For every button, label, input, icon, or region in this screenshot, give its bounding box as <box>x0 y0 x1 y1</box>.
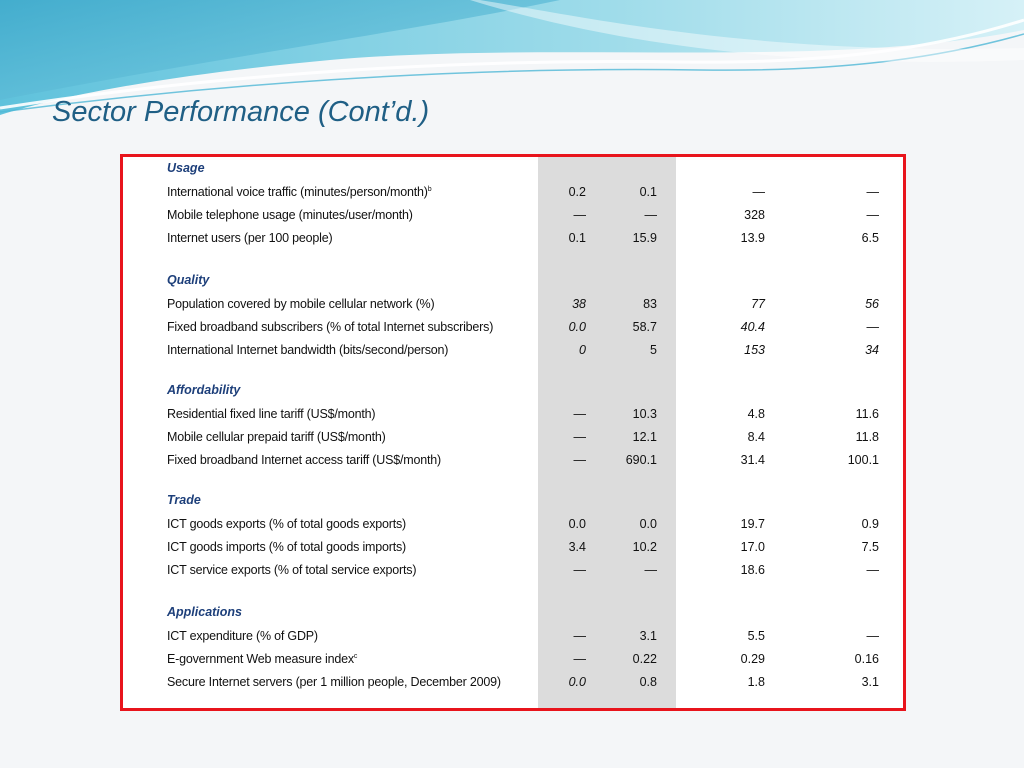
section-title: Applications <box>167 605 243 619</box>
row-label: ICT expenditure (% of GDP) <box>167 629 318 643</box>
value-cell: 0.0 <box>639 517 657 531</box>
footnote-marker: b <box>427 185 432 193</box>
value-cell: — <box>866 563 879 577</box>
value-cell: 690.1 <box>625 453 657 467</box>
value-cell: 56 <box>865 297 879 311</box>
table-row <box>123 297 903 319</box>
footnote-marker: c <box>353 652 358 660</box>
value-cell: 17.0 <box>740 540 765 554</box>
table-row <box>123 430 903 452</box>
value-cell: 7.5 <box>861 540 879 554</box>
value-cell: 12.1 <box>632 430 657 444</box>
value-cell: 0.1 <box>568 231 586 245</box>
table-row <box>123 320 903 342</box>
value-cell: 1.8 <box>747 675 765 689</box>
value-cell: — <box>573 430 586 444</box>
value-cell: 3.1 <box>639 629 657 643</box>
row-label: Secure Internet servers (per 1 million people, December 2009) <box>167 675 501 689</box>
value-cell: — <box>573 407 586 421</box>
value-cell: — <box>573 652 586 666</box>
value-cell: — <box>644 208 657 222</box>
row-label: Mobile cellular prepaid tariff (US$/month) <box>167 430 386 444</box>
value-cell: 19.7 <box>740 517 765 531</box>
row-label: Fixed broadband subscribers (% of total Internet subscribers) <box>167 320 494 334</box>
table-row <box>123 563 903 585</box>
value-cell: 5 <box>650 343 657 357</box>
value-cell: — <box>573 563 586 577</box>
row-label: International Internet bandwidth (bits/second/person) <box>167 343 449 357</box>
value-cell: 38 <box>572 297 586 311</box>
value-cell: 10.3 <box>632 407 657 421</box>
value-cell: 13.9 <box>740 231 765 245</box>
value-cell: — <box>866 629 879 643</box>
row-label: E-government Web measure index$^c$ <box>167 652 358 666</box>
table-row <box>123 540 903 562</box>
value-cell: 31.4 <box>740 453 765 467</box>
value-cell: 0.0 <box>568 320 586 334</box>
value-cell: 0.8 <box>639 675 657 689</box>
section-title: Trade <box>167 493 201 507</box>
value-cell: — <box>644 563 657 577</box>
section-title: Usage <box>167 161 205 175</box>
row-label: Residential fixed line tariff (US$/month) <box>167 407 376 421</box>
value-cell: 83 <box>643 297 657 311</box>
value-cell: 3.1 <box>861 675 879 689</box>
table-row <box>123 652 903 674</box>
value-cell: — <box>573 208 586 222</box>
value-cell: 11.8 <box>855 430 879 444</box>
value-cell: 3.4 <box>568 540 586 554</box>
value-cell: 0.16 <box>854 652 879 666</box>
section-title: Quality <box>167 273 210 287</box>
value-cell: 77 <box>751 297 765 311</box>
value-cell: 40.4 <box>740 320 765 334</box>
value-cell: 0 <box>579 343 586 357</box>
value-cell: 15.9 <box>632 231 657 245</box>
row-label: ICT goods imports (% of total goods imports) <box>167 540 406 554</box>
value-cell: 153 <box>744 343 765 357</box>
table-row <box>123 231 903 253</box>
indicator-table <box>120 154 906 711</box>
row-label: Mobile telephone usage (minutes/user/month) <box>167 208 413 222</box>
table-row <box>123 185 903 207</box>
value-cell: 6.5 <box>861 231 879 245</box>
table-row <box>123 208 903 230</box>
value-cell: 0.2 <box>568 185 586 199</box>
row-label: Internet users (per 100 people) <box>167 231 333 245</box>
value-cell: 100.1 <box>847 453 879 467</box>
value-cell: 328 <box>744 208 765 222</box>
value-cell: 0.0 <box>568 675 586 689</box>
row-label: ICT service exports (% of total service exports) <box>167 563 417 577</box>
value-cell: 0.1 <box>639 185 657 199</box>
table-row <box>123 517 903 539</box>
table-row <box>123 453 903 475</box>
value-cell: 11.6 <box>855 407 879 421</box>
table-row <box>123 343 903 365</box>
table-row <box>123 407 903 429</box>
row-label: International voice traffic (minutes/person/month)$^b$ <box>167 185 432 199</box>
table-row <box>123 675 903 697</box>
section-title: Affordability <box>167 383 241 397</box>
value-cell: 58.7 <box>632 320 657 334</box>
value-cell: 5.5 <box>747 629 765 643</box>
value-cell: — <box>866 185 879 199</box>
value-cell: — <box>752 185 765 199</box>
row-label: Population covered by mobile cellular network (%) <box>167 297 435 311</box>
slide-title: Sector Performance (Cont’d.) <box>52 96 430 128</box>
value-cell: 4.8 <box>747 407 765 421</box>
value-cell: 34 <box>865 343 879 357</box>
value-cell: 0.9 <box>861 517 879 531</box>
value-cell: — <box>573 453 586 467</box>
value-cell: 0.29 <box>740 652 765 666</box>
value-cell: — <box>866 208 879 222</box>
value-cell: 10.2 <box>632 540 657 554</box>
value-cell: 8.4 <box>747 430 765 444</box>
row-label: ICT goods exports (% of total goods exports) <box>167 517 407 531</box>
value-cell: — <box>866 320 879 334</box>
value-cell: 0.22 <box>632 652 657 666</box>
row-label: Fixed broadband Internet access tariff (US$/month) <box>167 453 441 467</box>
value-cell: 18.6 <box>740 563 765 577</box>
value-cell: 0.0 <box>568 517 586 531</box>
value-cell: — <box>573 629 586 643</box>
table-row <box>123 629 903 651</box>
